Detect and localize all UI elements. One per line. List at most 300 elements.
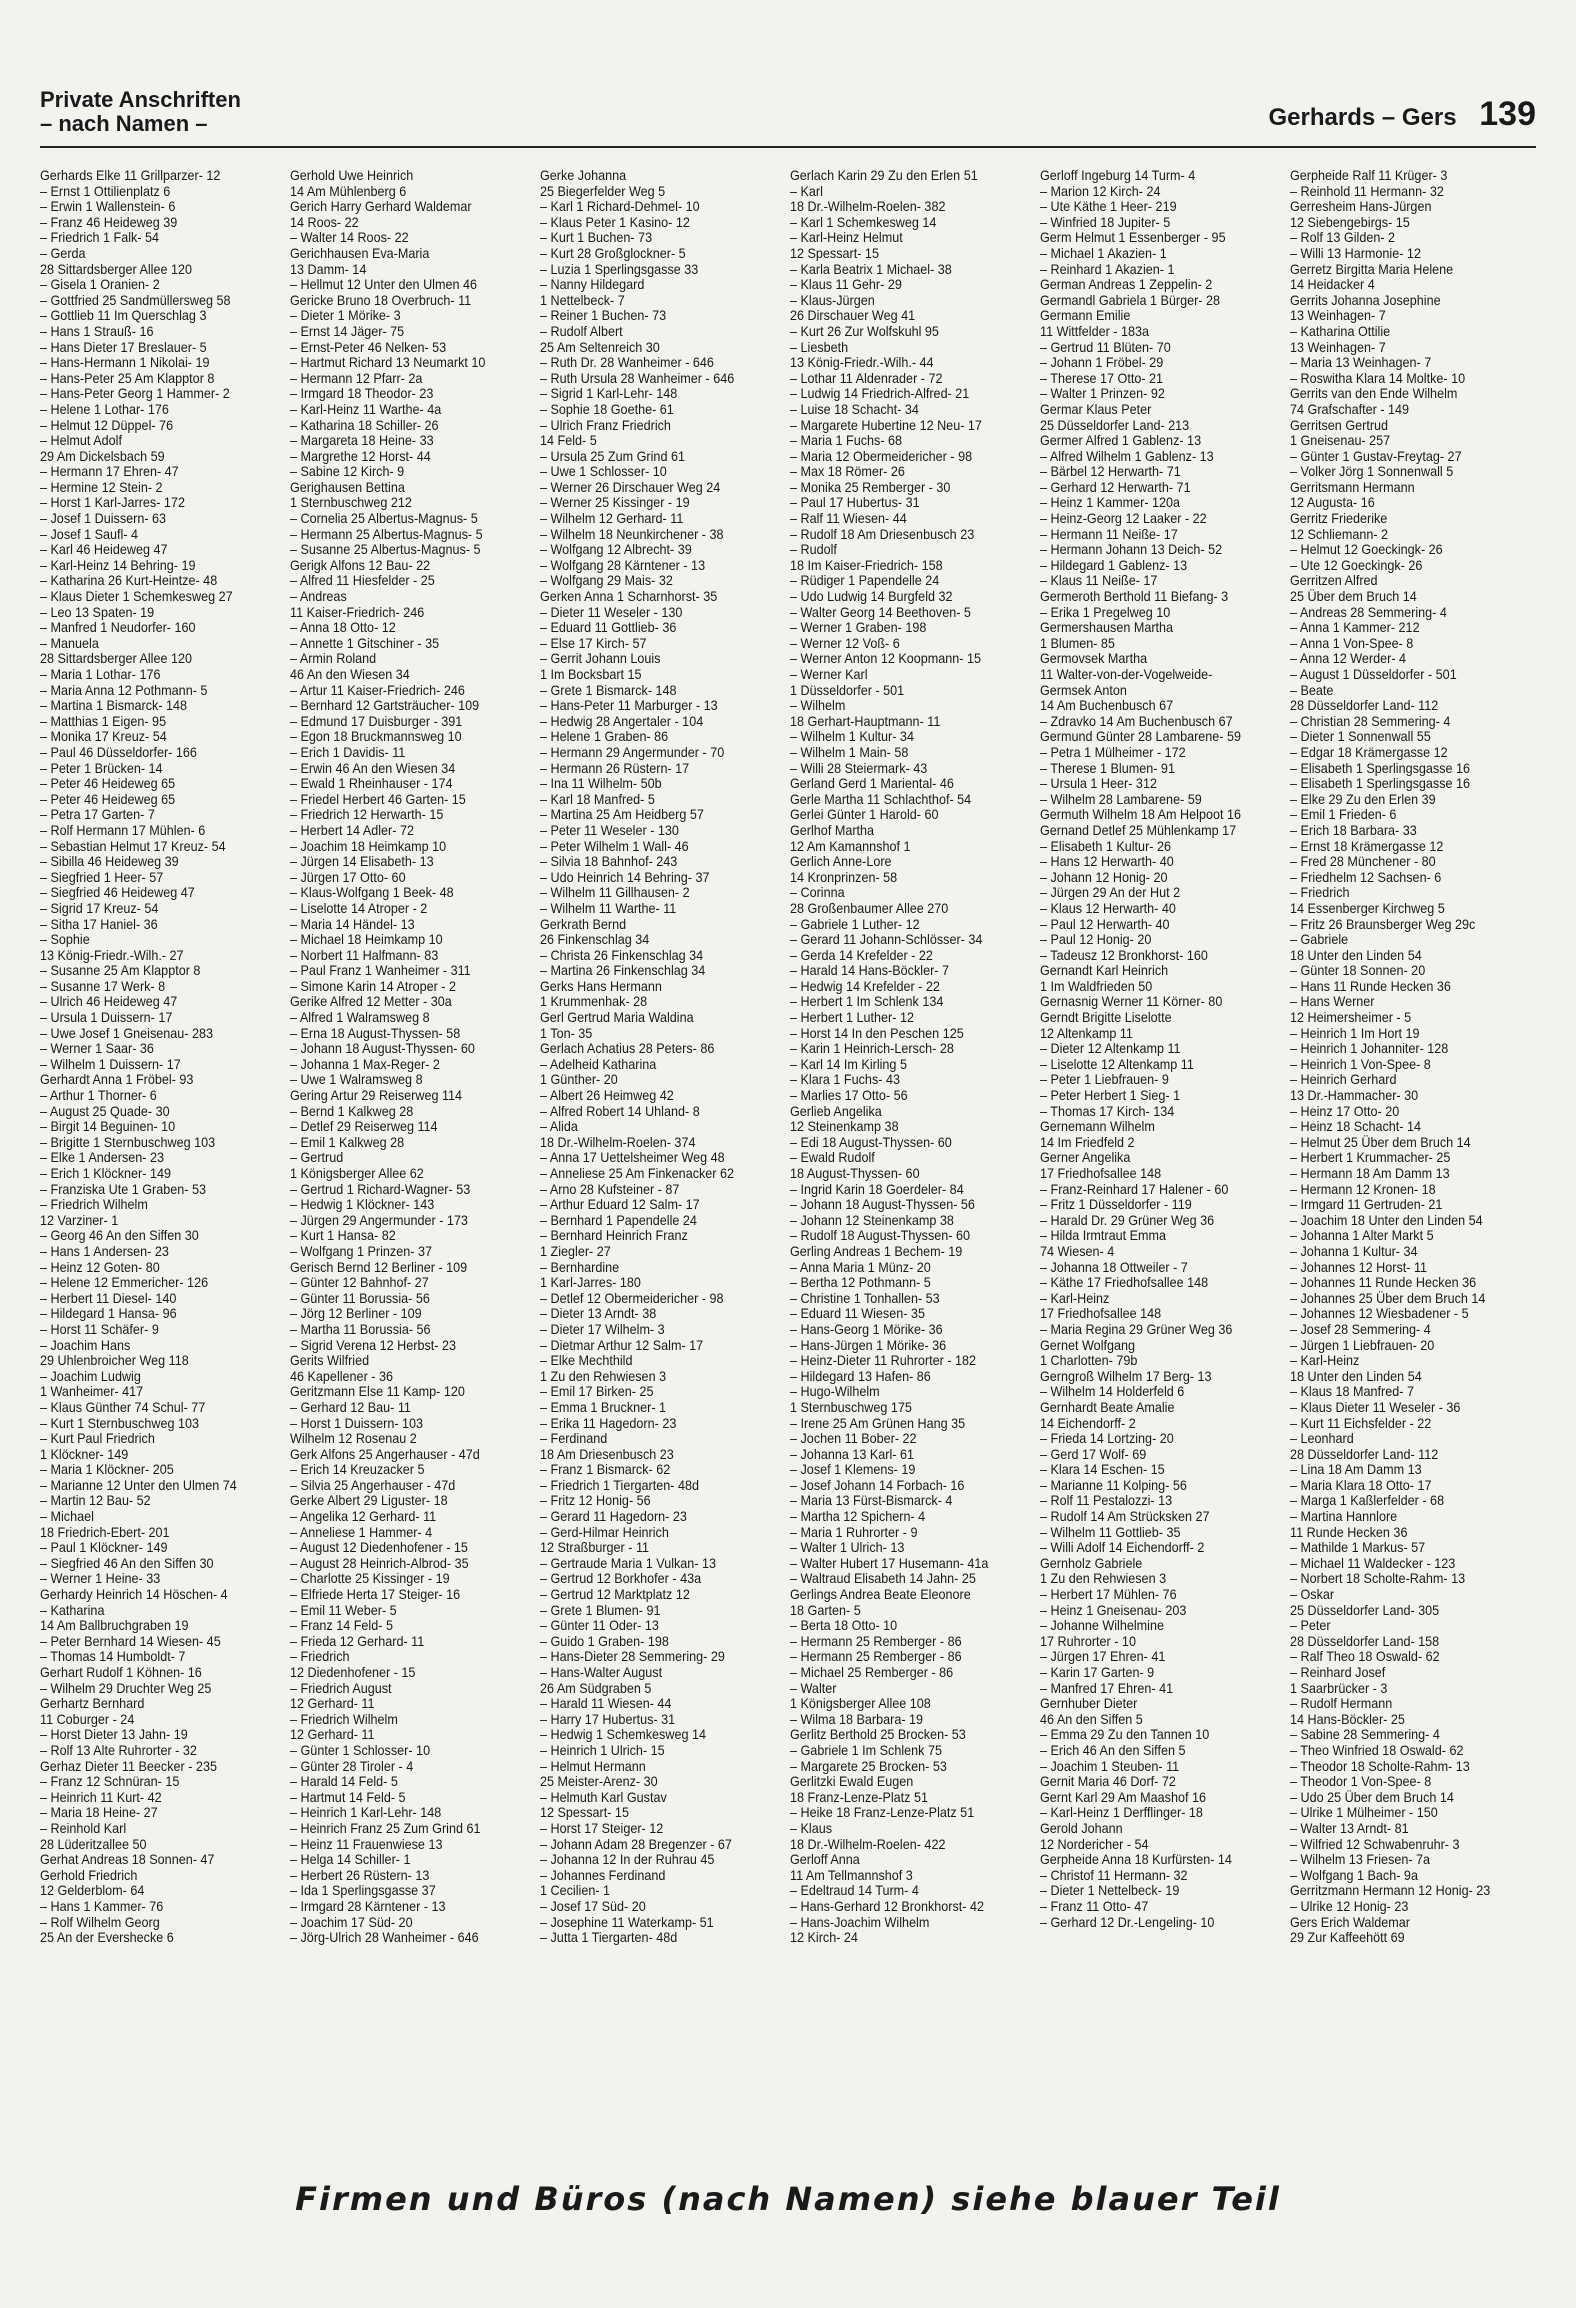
directory-entry: 1 Sternbuschweg 175 bbox=[790, 1399, 912, 1415]
directory-entry: – Irene 25 Am Grünen Hang 35 bbox=[790, 1415, 966, 1431]
directory-entry: – Fred 28 Münchener - 80 bbox=[1290, 854, 1436, 870]
directory-entry: – Wilhelm 18 Neunkirchener - 38 bbox=[540, 526, 724, 542]
directory-entry: – Walter bbox=[790, 1680, 837, 1696]
directory-entry: Gerner Angelika bbox=[1040, 1150, 1131, 1166]
directory-entry: Gernemann Wilhelm bbox=[1040, 1119, 1155, 1135]
directory-entry: – Erwin 46 An den Wiesen 34 bbox=[290, 760, 456, 776]
directory-entry: – Rudolf 18 August-Thyssen- 60 bbox=[790, 1228, 971, 1244]
directory-entry: 12 Varziner- 1 bbox=[40, 1212, 119, 1228]
directory-entry: Gerritsmann Hermann bbox=[1290, 479, 1415, 495]
directory-entry: – Rudolf Albert bbox=[540, 323, 623, 339]
directory-entry: 18 Franz-Lenze-Platz 51 bbox=[790, 1789, 928, 1805]
directory-entry: – Birgit 14 Beguinen- 10 bbox=[40, 1119, 176, 1135]
directory-entry: – Friedrich bbox=[290, 1649, 350, 1665]
directory-entry: – Gabriele 1 Im Schlenk 75 bbox=[790, 1742, 942, 1758]
directory-entry: 12 Siebengebirgs- 15 bbox=[1290, 214, 1410, 230]
section-heading bbox=[40, 88, 241, 136]
directory-entry: Gernand Detlef 25 Mühlenkamp 17 bbox=[1040, 822, 1237, 838]
directory-entry: 28 Lüderitzallee 50 bbox=[40, 1836, 147, 1852]
directory-entry: – Heinz 11 Frauenwiese 13 bbox=[290, 1836, 443, 1852]
directory-entry: – Maria 13 Weinhagen- 7 bbox=[1290, 355, 1432, 371]
directory-entry: Gerritzmann Hermann 12 Honig- 23 bbox=[1290, 1883, 1491, 1899]
directory-entry: Gerlitzki Ewald Eugen bbox=[790, 1774, 914, 1790]
directory-entry: Gericke Bruno 18 Overbruch- 11 bbox=[290, 292, 472, 308]
directory-entry: – Hildegard 13 Hafen- 86 bbox=[790, 1368, 931, 1384]
directory-entry: 11 Walter-von-der-Vogelweide- bbox=[1040, 667, 1213, 682]
directory-entry: – Erich 46 An den Siffen 5 bbox=[1040, 1742, 1186, 1758]
directory-entry: – Manfred 1 Neudorfer- 160 bbox=[40, 620, 196, 636]
directory-entry: – Heinz 1 Kammer- 120a bbox=[1040, 495, 1181, 511]
directory-entry: Gerlich Anne-Lore bbox=[790, 854, 892, 870]
directory-entry: – Martina 25 Am Heidberg 57 bbox=[540, 807, 704, 823]
directory-entry: – Sigrid 17 Kreuz- 54 bbox=[40, 900, 159, 916]
directory-entry: – Herbert 11 Diesel- 140 bbox=[40, 1290, 177, 1306]
directory-entry: 29 Zur Kaffeehött 69 bbox=[1290, 1930, 1405, 1946]
directory-entry: – Karl 14 Im Kirling 5 bbox=[790, 1056, 907, 1072]
directory-entry: Gerloff Anna bbox=[790, 1852, 860, 1868]
directory-entry: – Hermann 29 Angermunder - 70 bbox=[540, 744, 725, 760]
directory-entry: – Hedwig 1 Schemkesweg 14 bbox=[540, 1727, 706, 1743]
directory-entry: – Ruth Ursula 28 Wanheimer - 646 bbox=[540, 370, 735, 386]
directory-entry: Gerritzen Alfred bbox=[1290, 573, 1378, 589]
directory-entry: Gerpheide Ralf 11 Krüger- 3 bbox=[1290, 168, 1448, 183]
directory-entry: – Heinrich Franz 25 Zum Grind 61 bbox=[290, 1820, 481, 1836]
directory-entry: – Dieter 12 Altenkamp 11 bbox=[1040, 1041, 1181, 1057]
directory-entry: Gerkrath Bernd bbox=[540, 916, 627, 932]
directory-entry: – Hans-Peter 11 Marburger - 13 bbox=[540, 698, 718, 714]
directory-column bbox=[1040, 168, 1261, 2158]
directory-column bbox=[290, 168, 511, 2158]
directory-entry: – Karl-Heinz 11 Warthe- 4a bbox=[290, 401, 442, 417]
directory-entry: – Bertha 12 Pothmann- 5 bbox=[790, 1275, 931, 1291]
directory-entry: – Maria 12 Obermeidericher - 98 bbox=[790, 448, 973, 464]
directory-entry: – Hans 1 Andersen- 23 bbox=[40, 1243, 169, 1259]
directory-entry: – Maria 1 Fuchs- 68 bbox=[790, 433, 903, 449]
directory-entry: – Ruth Dr. 28 Wanheimer - 646 bbox=[540, 355, 714, 371]
directory-entry: 12 Gerhard- 11 bbox=[290, 1727, 375, 1743]
directory-entry: 1 Ziegler- 27 bbox=[540, 1243, 611, 1259]
directory-entry: – Helmuth Karl Gustav bbox=[540, 1789, 667, 1805]
header-rule bbox=[40, 146, 1536, 148]
directory-entry: 26 Finkenschlag 34 bbox=[540, 932, 650, 948]
directory-entry: – Kurt 26 Zur Wolfskuhl 95 bbox=[790, 323, 939, 339]
directory-entry: 18 Dr.-Wilhelm-Roelen- 374 bbox=[540, 1134, 696, 1150]
name-range: Gerhards – Gers bbox=[1268, 104, 1457, 131]
directory-entry: 25 Über dem Bruch 14 bbox=[1290, 589, 1417, 605]
directory-entry: 13 König-Friedr.-Wilh.- 44 bbox=[790, 355, 934, 371]
directory-entry: Gerlei Günter 1 Harold- 60 bbox=[790, 807, 939, 823]
directory-entry: – Hermann 17 Ehren- 47 bbox=[40, 464, 179, 480]
directory-entry: – Dieter 13 Arndt- 38 bbox=[540, 1306, 657, 1322]
directory-entry: 28 Sittardsberger Allee 120 bbox=[40, 651, 193, 667]
directory-entry: – Kurt Paul Friedrich bbox=[40, 1431, 155, 1447]
directory-entry: 46 Kapellener - 36 bbox=[290, 1368, 393, 1384]
directory-entry: – Elke Mechthild bbox=[540, 1353, 633, 1369]
directory-entry: – Herbert 1 Krummacher- 25 bbox=[1290, 1150, 1451, 1166]
directory-entry: – Karl 1 Richard-Dehmel- 10 bbox=[540, 199, 700, 215]
directory-entry: – Michael bbox=[40, 1509, 94, 1525]
directory-entry: – Klaus Dieter 1 Schemkesweg 27 bbox=[40, 589, 233, 605]
directory-entry: Gerighausen Bettina bbox=[290, 479, 405, 495]
directory-entry: 1 Zu den Rehwiesen 3 bbox=[1040, 1571, 1167, 1587]
directory-entry: – Adelheid Katharina bbox=[540, 1056, 657, 1072]
directory-entry: – Wolfgang 28 Kärntener - 13 bbox=[540, 557, 706, 573]
directory-entry: – Winfried 18 Jupiter- 5 bbox=[1040, 214, 1171, 230]
directory-entry: – Margrethe 12 Horst- 44 bbox=[290, 448, 431, 464]
directory-entry: – Anna 17 Uettelsheimer Weg 48 bbox=[540, 1150, 725, 1166]
directory-entry: – Horst 11 Schäfer- 9 bbox=[40, 1321, 159, 1337]
directory-entry: 18 Unter den Linden 54 bbox=[1290, 947, 1422, 963]
directory-entry: – Dieter 1 Mörike- 3 bbox=[290, 308, 401, 324]
directory-entry: – Joachim 17 Süd- 20 bbox=[290, 1914, 413, 1930]
directory-entry: 14 Kronprinzen- 58 bbox=[790, 869, 898, 885]
directory-entry: – Karl bbox=[790, 183, 823, 199]
directory-entry: Gerichhausen Eva-Maria bbox=[290, 245, 430, 261]
directory-entry: – Bernhard 1 Papendelle 24 bbox=[540, 1212, 697, 1228]
section-heading-line1: Private Anschriften bbox=[40, 87, 241, 112]
directory-entry: – Werner 26 Dirschauer Weg 24 bbox=[540, 479, 721, 495]
directory-entry: – Mathilde 1 Markus- 57 bbox=[1290, 1540, 1426, 1556]
directory-entry: – Heinrich Gerhard bbox=[1290, 1072, 1397, 1088]
directory-entry: 14 Am Ballbruchgraben 19 bbox=[40, 1618, 189, 1634]
directory-entry: – Hilda Irmtraut Emma bbox=[1040, 1228, 1167, 1244]
directory-entry: – Reinhard 1 Akazien- 1 bbox=[1040, 261, 1175, 277]
directory-entry: – Paul 1 Klöckner- 149 bbox=[40, 1540, 168, 1556]
directory-entry: – Siegfried 1 Heer- 57 bbox=[40, 869, 164, 885]
directory-entry: – Luzia 1 Sperlingsgasse 33 bbox=[540, 261, 699, 277]
directory-entry: – Roswitha Klara 14 Moltke- 10 bbox=[1290, 370, 1466, 386]
directory-entry: – Josef 28 Semmering- 4 bbox=[1290, 1321, 1431, 1337]
directory-entry: 14 Roos- 22 bbox=[290, 214, 359, 230]
directory-entry: – Gertrud bbox=[290, 1150, 344, 1166]
directory-entry: – Horst Dieter 13 Jahn- 19 bbox=[40, 1727, 188, 1743]
directory-entry: – Wolfgang 29 Mais- 32 bbox=[540, 573, 673, 589]
directory-entry: 14 Heidacker 4 bbox=[1290, 277, 1375, 293]
directory-entry: – Johann 18 August-Thyssen- 60 bbox=[290, 1041, 475, 1057]
directory-entry: – Herbert 26 Rüstern- 13 bbox=[290, 1867, 430, 1883]
directory-entry: – Heinz 18 Schacht- 14 bbox=[1290, 1119, 1421, 1135]
directory-entry: Gerhart Rudolf 1 Köhnen- 16 bbox=[40, 1665, 202, 1680]
directory-entry: – Johannes Ferdinand bbox=[540, 1867, 666, 1883]
directory-entry: – Gertraude Maria 1 Vulkan- 13 bbox=[540, 1555, 717, 1571]
directory-entry: 1 Klöckner- 149 bbox=[40, 1446, 129, 1462]
directory-entry: 1 Im Bocksbart 15 bbox=[540, 667, 642, 682]
directory-entry: – Franz 12 Schnüran- 15 bbox=[40, 1774, 180, 1790]
directory-entry: – Frieda 12 Gerhard- 11 bbox=[290, 1633, 425, 1649]
directory-entry: – Josef 1 Klemens- 19 bbox=[790, 1462, 916, 1478]
directory-entry: – Monika 25 Remberger - 30 bbox=[790, 479, 951, 495]
directory-entry: 11 Kaiser-Friedrich- 246 bbox=[290, 604, 425, 620]
directory-entry: 1 Zu den Rehwiesen 3 bbox=[540, 1368, 667, 1384]
directory-entry: 46 An den Siffen 5 bbox=[1040, 1711, 1143, 1727]
directory-entry: – Arno 28 Kufsteiner - 87 bbox=[540, 1181, 680, 1197]
directory-entry: – Hans Werner bbox=[1290, 994, 1375, 1010]
directory-entry: – Johannes 25 Über dem Bruch 14 bbox=[1290, 1290, 1486, 1306]
directory-entry: – Andreas 28 Semmering- 4 bbox=[1290, 604, 1447, 620]
directory-entry: – Jürgen 14 Elisabeth- 13 bbox=[290, 854, 434, 870]
directory-entry: – Paul 12 Herwarth- 40 bbox=[1040, 916, 1170, 932]
directory-entry: – Corinna bbox=[790, 885, 845, 901]
directory-entry: – Heinrich 1 Im Hort 19 bbox=[1290, 1025, 1420, 1041]
directory-entry: – Friedrich Wilhelm bbox=[290, 1711, 398, 1727]
directory-entry: 25 Düsseldorfer Land- 305 bbox=[1290, 1602, 1440, 1618]
directory-entry: – Alfred 1 Walramsweg 8 bbox=[290, 1010, 430, 1026]
directory-entry: – Liesbeth bbox=[790, 339, 849, 355]
directory-entry: – Albert 26 Heimweg 42 bbox=[540, 1088, 674, 1104]
directory-entry: – Hermann 25 Remberger - 86 bbox=[790, 1649, 962, 1665]
directory-entry: – Horst 14 In den Peschen 125 bbox=[790, 1025, 964, 1041]
directory-entry: – Sigrid Verena 12 Herbst- 23 bbox=[290, 1337, 457, 1353]
directory-entry: – Dietmar Arthur 12 Salm- 17 bbox=[540, 1337, 704, 1353]
directory-entry: Gerke Johanna bbox=[540, 168, 627, 183]
directory-entry: – Siegfried 46 An den Siffen 30 bbox=[40, 1555, 214, 1571]
directory-entry: Germar Klaus Peter bbox=[1040, 401, 1152, 417]
directory-entry: Gers Erich Waldemar bbox=[1290, 1914, 1410, 1930]
directory-entry: Gerisch Bernd 12 Berliner - 109 bbox=[290, 1259, 468, 1275]
directory-entry: 1 Charlotten- 79b bbox=[1040, 1353, 1138, 1369]
directory-entry: – Heinz 12 Goten- 80 bbox=[40, 1259, 160, 1275]
directory-entry: – Helmut 12 Goeckingk- 26 bbox=[1290, 542, 1443, 558]
directory-entry: Gernandt Karl Heinrich bbox=[1040, 963, 1169, 979]
directory-entry: – Peter 46 Heideweg 65 bbox=[40, 791, 176, 807]
directory-entry: – Hermann 18 Am Damm 13 bbox=[1290, 1166, 1450, 1181]
directory-entry: German Andreas 1 Zeppelin- 2 bbox=[1040, 277, 1213, 293]
directory-entry: – Artur 11 Kaiser-Friedrich- 246 bbox=[290, 682, 465, 698]
directory-entry: – Karl 46 Heideweg 47 bbox=[40, 542, 168, 558]
directory-entry: – Horst 1 Duissern- 103 bbox=[290, 1415, 424, 1431]
directory-entry: – Udo 25 Über dem Bruch 14 bbox=[1290, 1789, 1454, 1805]
directory-entry: 28 Großenbaumer Allee 270 bbox=[790, 900, 949, 916]
directory-entry: – Kurt 28 Großglockner- 5 bbox=[540, 245, 686, 261]
directory-entry: – Rüdiger 1 Papendelle 24 bbox=[790, 573, 940, 589]
directory-entry: – Cornelia 25 Albertus-Magnus- 5 bbox=[290, 511, 478, 527]
directory-entry: – Johanna 13 Karl- 61 bbox=[790, 1446, 914, 1462]
directory-entry: – Berta 18 Otto- 10 bbox=[790, 1618, 898, 1634]
directory-entry: – Maria Klara 18 Otto- 17 bbox=[1290, 1477, 1432, 1493]
directory-entry: 25 Düsseldorfer Land- 213 bbox=[1040, 417, 1190, 433]
directory-entry: 14 Am Buchenbusch 67 bbox=[1040, 698, 1174, 714]
directory-entry: 18 Unter den Linden 54 bbox=[1290, 1368, 1422, 1384]
directory-entry: – Sigrid 1 Karl-Lehr- 148 bbox=[540, 386, 678, 402]
directory-entry: – Susanne 25 Albertus-Magnus- 5 bbox=[290, 542, 481, 558]
directory-entry: Gerl Gertrud Maria Waldina bbox=[540, 1010, 694, 1026]
directory-entry: – Rolf 13 Alte Ruhrorter - 32 bbox=[40, 1742, 197, 1758]
directory-entry: – Johann Adam 28 Bregenzer - 67 bbox=[540, 1836, 732, 1852]
directory-entry: – Jutta 1 Tiergarten- 48d bbox=[540, 1930, 678, 1946]
directory-entry: Gerlach Achatius 28 Peters- 86 bbox=[540, 1041, 715, 1057]
directory-entry: – Wilhelm 12 Gerhard- 11 bbox=[540, 511, 684, 527]
directory-entry: Gerhartz Bernhard bbox=[40, 1696, 145, 1712]
directory-entry: – Rolf Hermann 17 Mühlen- 6 bbox=[40, 822, 206, 838]
directory-entry: – Fritz 12 Honig- 56 bbox=[540, 1493, 651, 1509]
directory-entry: Gerold Johann bbox=[1040, 1820, 1123, 1836]
directory-entry: – Michael 25 Remberger - 86 bbox=[790, 1665, 954, 1680]
directory-entry: – Wilhelm 1 Main- 58 bbox=[790, 744, 909, 760]
directory-entry: – Ferdinand bbox=[540, 1431, 608, 1447]
directory-entry: – Hermann 25 Albertus-Magnus- 5 bbox=[290, 526, 483, 542]
directory-entry: – Frieda 14 Lortzing- 20 bbox=[1040, 1431, 1174, 1447]
directory-entry: – Werner 1 Saar- 36 bbox=[40, 1041, 154, 1057]
directory-entry: – Maria Regina 29 Grüner Weg 36 bbox=[1040, 1321, 1233, 1337]
directory-entry: – Grete 1 Bismarck- 148 bbox=[540, 682, 677, 698]
directory-entry: – Josef 1 Saufl- 4 bbox=[40, 526, 139, 542]
directory-entry: – Paul 46 Düsseldorfer- 166 bbox=[40, 744, 197, 760]
directory-entry: – Jürgen 1 Liebfrauen- 20 bbox=[1290, 1337, 1435, 1353]
directory-entry: – Hermann 25 Remberger - 86 bbox=[790, 1633, 962, 1649]
directory-entry: – August 25 Quade- 30 bbox=[40, 1103, 170, 1119]
directory-entry: – Günter 11 Oder- 13 bbox=[540, 1618, 659, 1634]
directory-entry: Gerike Alfred 12 Metter - 30a bbox=[290, 994, 452, 1010]
directory-entry: – Helmut 25 Über dem Bruch 14 bbox=[1290, 1134, 1471, 1150]
directory-entry: – Willi 28 Steiermark- 43 bbox=[790, 760, 928, 776]
directory-entry: – Heinz-Dieter 11 Ruhrorter - 182 bbox=[790, 1353, 977, 1369]
directory-entry: 12 Steinenkamp 38 bbox=[790, 1119, 899, 1135]
page-number: 139 bbox=[1479, 95, 1536, 133]
directory-entry: – Dieter 1 Sonnenwall 55 bbox=[1290, 729, 1431, 745]
directory-entry: – Reinhold 11 Hermann- 32 bbox=[1290, 183, 1444, 199]
directory-entry: – Friedrich 1 Falk- 54 bbox=[40, 230, 160, 246]
directory-entry: – Sitha 17 Haniel- 36 bbox=[40, 916, 158, 932]
directory-entry: – Klaus Peter 1 Kasino- 12 bbox=[540, 214, 690, 230]
directory-entry: – Joachim 18 Unter den Linden 54 bbox=[1290, 1212, 1483, 1228]
directory-entry: – Klaus-Wolfgang 1 Beek- 48 bbox=[290, 885, 454, 901]
directory-entry: – Walter 14 Roos- 22 bbox=[290, 230, 409, 246]
directory-entry: – Alida bbox=[540, 1119, 578, 1135]
directory-entry: – Johann 18 August-Thyssen- 56 bbox=[790, 1197, 975, 1213]
directory-entry: – Franz 14 Feld- 5 bbox=[290, 1618, 393, 1634]
directory-entry: – Ute 12 Goeckingk- 26 bbox=[1290, 557, 1423, 573]
directory-entry: – Elisabeth 1 Kultur- 26 bbox=[1040, 838, 1171, 854]
directory-entry: – Jörg-Ulrich 28 Wanheimer - 646 bbox=[290, 1930, 479, 1946]
directory-entry: – August 1 Düsseldorfer - 501 bbox=[1290, 667, 1457, 682]
directory-entry: – Hermine 12 Stein- 2 bbox=[40, 479, 163, 495]
directory-entry: – Ursula 1 Duissern- 17 bbox=[40, 1010, 173, 1026]
directory-entry: 12 Straßburger - 11 bbox=[540, 1540, 650, 1556]
directory-entry: – Heinz 1 Gneisenau- 203 bbox=[1040, 1602, 1187, 1618]
directory-entry: Gerretz Birgitta Maria Helene bbox=[1290, 261, 1454, 277]
directory-entry: – Gertrud 12 Borkhofer - 43a bbox=[540, 1571, 702, 1587]
directory-entry: Gerlieb Angelika bbox=[790, 1103, 882, 1119]
directory-entry: 25 Meister-Arenz- 30 bbox=[540, 1774, 658, 1790]
directory-entry: – Dieter 11 Weseler - 130 bbox=[540, 604, 683, 620]
directory-entry: – Jochen 11 Bober- 22 bbox=[790, 1431, 917, 1447]
directory-entry: – Bernhard 12 Gartsträucher- 109 bbox=[290, 698, 480, 714]
directory-entry: 14 Am Mühlenberg 6 bbox=[290, 183, 407, 199]
directory-entry: – Josef 17 Süd- 20 bbox=[540, 1898, 646, 1914]
directory-entry: – Hermann 12 Pfarr- 2a bbox=[290, 370, 423, 386]
directory-entry: Germuth Wilhelm 18 Am Helpoot 16 bbox=[1040, 807, 1241, 823]
directory-entry: – Udo Ludwig 14 Burgfeld 32 bbox=[790, 589, 953, 605]
directory-entry: – Marion 12 Kirch- 24 bbox=[1040, 183, 1161, 199]
directory-entry: – Udo Heinrich 14 Behring- 37 bbox=[540, 869, 710, 885]
directory-entry: – Harald 14 Hans-Böckler- 7 bbox=[790, 963, 949, 979]
directory-column bbox=[540, 168, 761, 2158]
directory-entry: – Gertrud 12 Marktplatz 12 bbox=[540, 1587, 690, 1603]
directory-entry: – Maria Anna 12 Pothmann- 5 bbox=[40, 682, 208, 698]
directory-entry: 12 Nordericher - 54 bbox=[1040, 1836, 1149, 1852]
directory-entry: Gernhardt Beate Amalie bbox=[1040, 1399, 1175, 1415]
directory-entry: – Erich 1 Klöckner- 149 bbox=[40, 1166, 171, 1181]
directory-entry: – Margarete Hubertine 12 Neu- 17 bbox=[790, 417, 982, 433]
footer-note: Firmen und Büros (nach Namen) siehe blauer Teil bbox=[295, 2180, 1281, 2218]
directory-entry: – Erwin 1 Wallenstein- 6 bbox=[40, 199, 176, 215]
directory-entry: – Friedrich Wilhelm bbox=[40, 1197, 148, 1213]
directory-entry: 13 Damm- 14 bbox=[290, 261, 367, 277]
directory-entry: – Gerd 17 Wolf- 69 bbox=[1040, 1446, 1147, 1462]
directory-entry: – Friedel Herbert 46 Garten- 15 bbox=[290, 791, 466, 807]
directory-entry: – Karl-Heinz bbox=[1040, 1290, 1110, 1306]
directory-entry: – Franz 1 Bismarck- 62 bbox=[540, 1462, 671, 1478]
directory-entry: 12 Heimersheimer - 5 bbox=[1290, 1010, 1412, 1026]
directory-entry: – Erika 11 Hagedorn- 23 bbox=[540, 1415, 677, 1431]
directory-entry: – Rudolf bbox=[790, 542, 837, 558]
directory-entry: – Rudolf 18 Am Driesenbusch 23 bbox=[790, 526, 975, 542]
directory-entry: 1 Düsseldorfer - 501 bbox=[790, 682, 905, 698]
directory-entry: – Jürgen 29 Angermunder - 173 bbox=[290, 1212, 468, 1228]
directory-entry: Germann Emilie bbox=[1040, 308, 1131, 324]
directory-entry: – Paul 17 Hubertus- 31 bbox=[790, 495, 920, 511]
directory-entry: – Oskar bbox=[1290, 1587, 1335, 1603]
directory-entry: – Werner Karl bbox=[790, 667, 868, 682]
directory-entry: – Grete 1 Blumen- 91 bbox=[540, 1602, 661, 1618]
directory-entry: Gernasnig Werner 11 Körner- 80 bbox=[1040, 994, 1223, 1010]
directory-entry: 18 August-Thyssen- 60 bbox=[790, 1166, 920, 1181]
directory-entry: – Margarete 25 Brocken- 53 bbox=[790, 1758, 947, 1774]
directory-entry: – Karin 1 Heinrich-Lersch- 28 bbox=[790, 1041, 954, 1057]
directory-entry: – Klaus 11 Gehr- 29 bbox=[790, 277, 902, 293]
directory-entry: – Emil 1 Kalkweg 28 bbox=[290, 1134, 405, 1150]
directory-entry: – Günter 1 Gustav-Freytag- 27 bbox=[1290, 448, 1462, 464]
directory-entry: 28 Düsseldorfer Land- 158 bbox=[1290, 1633, 1440, 1649]
directory-entry: 1 Gneisenau- 257 bbox=[1290, 433, 1391, 449]
directory-entry: – Hans-Peter Georg 1 Hammer- 2 bbox=[40, 386, 230, 402]
directory-entry: Gerke Albert 29 Liguster- 18 bbox=[290, 1493, 448, 1509]
directory-entry: – Helmut 12 Düppel- 76 bbox=[40, 417, 174, 433]
directory-entry: – Heinrich 1 Von-Spee- 8 bbox=[1290, 1056, 1431, 1072]
directory-entry: – Fritz 1 Düsseldorfer - 119 bbox=[1040, 1197, 1192, 1213]
directory-entry: 17 Friedhofsallee 148 bbox=[1040, 1166, 1162, 1181]
directory-entry: – Klaus-Jürgen bbox=[790, 292, 875, 308]
directory-entry: – Hermann 26 Rüstern- 17 bbox=[540, 760, 690, 776]
directory-entry: – Martha 12 Spichern- 4 bbox=[790, 1509, 926, 1525]
directory-entry: – Anneliese 25 Am Finkenacker 62 bbox=[540, 1166, 735, 1181]
directory-entry: – Gerda bbox=[40, 245, 86, 261]
directory-entry: – Hermann 12 Kronen- 18 bbox=[1290, 1181, 1436, 1197]
directory-entry: – Rudolf Hermann bbox=[1290, 1696, 1393, 1712]
directory-entry: – Michael 18 Heimkamp 10 bbox=[290, 932, 443, 948]
directory-entry: – Gerhard 12 Dr.-Lengeling- 10 bbox=[1040, 1914, 1215, 1930]
directory-entry: Gerits Wilfried bbox=[290, 1353, 370, 1369]
directory-entry: – Anna Maria 1 Münz- 20 bbox=[790, 1259, 931, 1275]
directory-entry: – Hans 12 Herwarth- 40 bbox=[1040, 854, 1174, 870]
directory-entry: Gerk Alfons 25 Angerhauser - 47d bbox=[290, 1446, 480, 1462]
directory-entry: – Emil 1 Frieden- 6 bbox=[1290, 807, 1397, 823]
directory-entry: – Klara 14 Eschen- 15 bbox=[1040, 1462, 1165, 1478]
directory-entry: – Elke 29 Zu den Erlen 39 bbox=[1290, 791, 1436, 807]
directory-entry: – Harry 17 Hubertus- 31 bbox=[540, 1711, 676, 1727]
directory-entry: – Thomas 17 Kirch- 134 bbox=[1040, 1103, 1175, 1119]
directory-entry: – Wilhelm 1 Kultur- 34 bbox=[790, 729, 914, 745]
directory-entry: – Kurt 1 Sternbuschweg 103 bbox=[40, 1415, 200, 1431]
directory-entry: – Lothar 11 Aldenrader - 72 bbox=[790, 370, 943, 386]
directory-entry: – Wilhelm 1 Duissern- 17 bbox=[40, 1056, 181, 1072]
directory-entry: – Ernst 1 Ottilienplatz 6 bbox=[40, 183, 171, 199]
directory-entry: Germund Günter 28 Lambarene- 59 bbox=[1040, 729, 1242, 745]
directory-entry: – Walter Georg 14 Beethoven- 5 bbox=[790, 604, 971, 620]
directory-entry: – Katharina 18 Schiller- 26 bbox=[290, 417, 439, 433]
directory-entry: – Wolfgang 1 Prinzen- 37 bbox=[290, 1243, 432, 1259]
directory-entry: – Leonhard bbox=[1290, 1431, 1354, 1447]
